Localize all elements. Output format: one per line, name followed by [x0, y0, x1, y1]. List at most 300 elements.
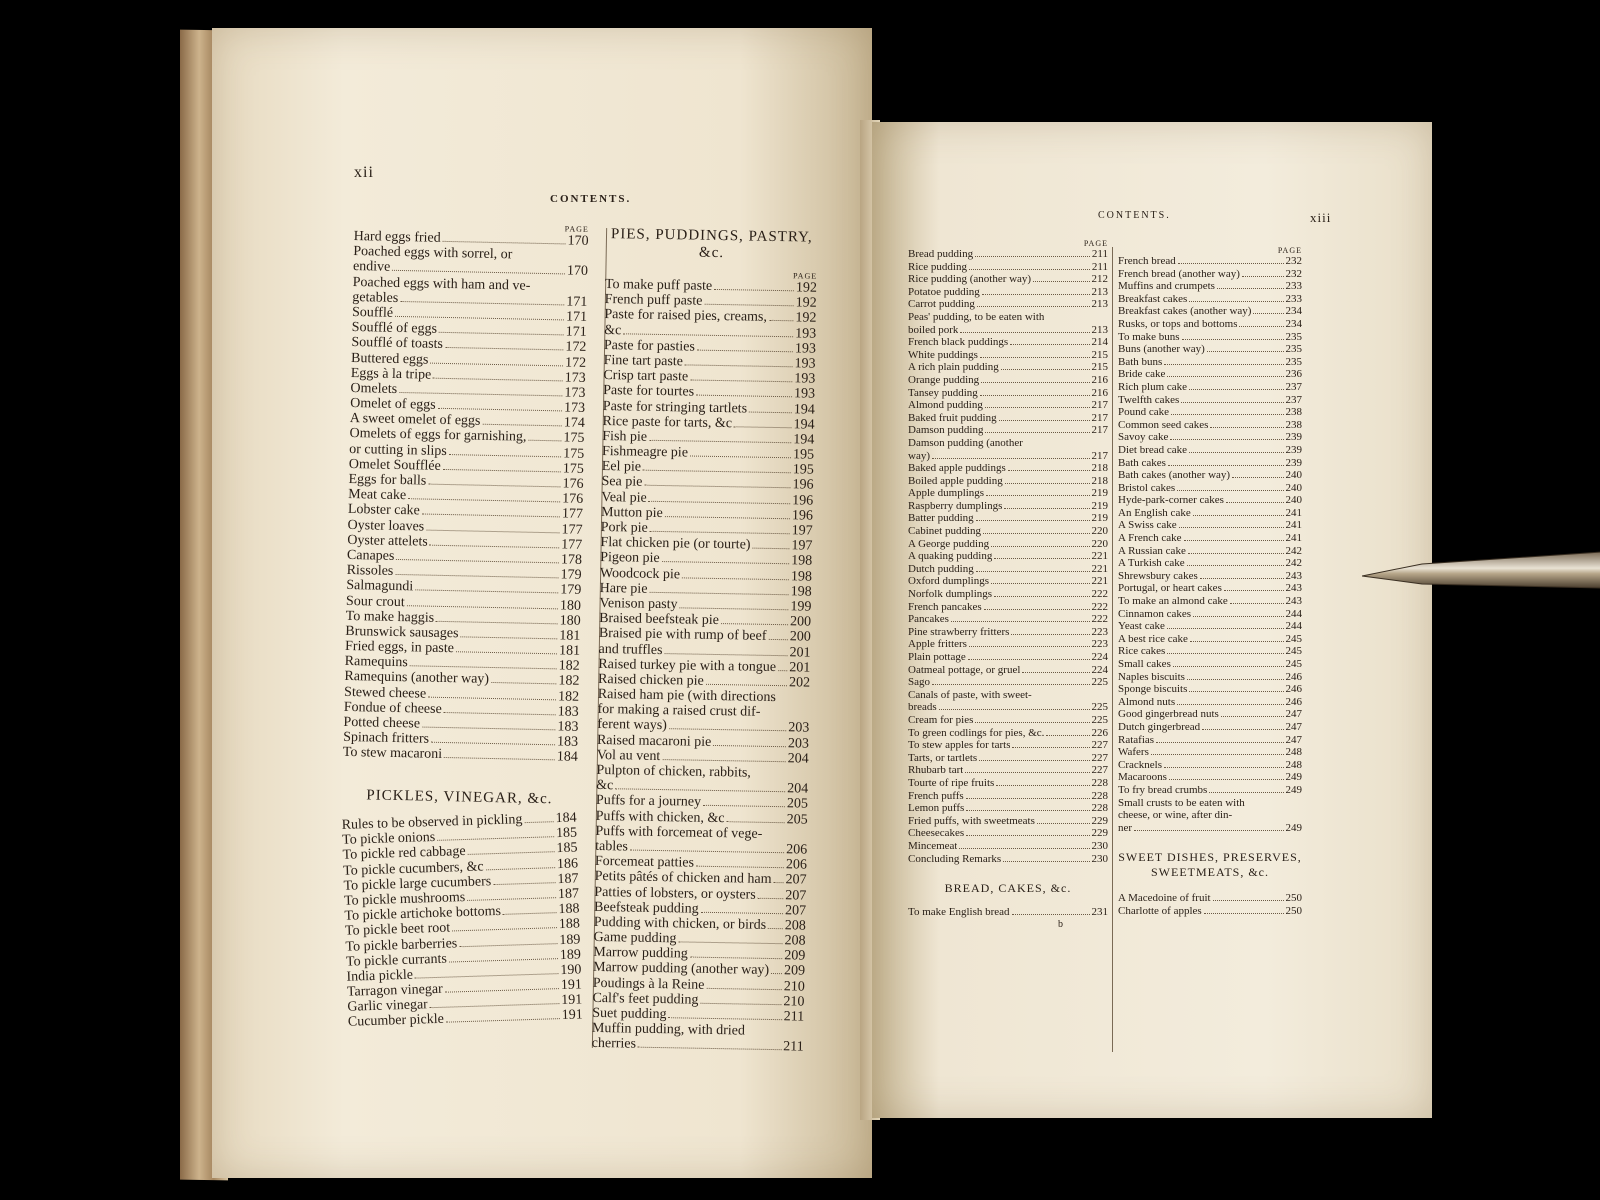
entry-page-number: 207: [784, 902, 807, 919]
dot-leader: [965, 772, 1089, 773]
dot-leader: [1224, 590, 1284, 591]
entry-page-number: 175: [563, 430, 585, 447]
dot-leader: [996, 785, 1089, 786]
entry-page-number: 180: [559, 613, 581, 629]
entry-page-number: 191: [560, 977, 583, 993]
entry-title: To make buns: [1118, 330, 1180, 343]
entry-title: Carrot pudding: [908, 298, 975, 311]
contents-entry: [1118, 394, 1302, 407]
entry-title: Cucumber pickle: [347, 1011, 445, 1030]
dot-leader: [1170, 439, 1283, 440]
dot-leader: [966, 798, 1090, 799]
entry-page-number: 181: [558, 643, 581, 659]
entry-title: Raised macaroni pie: [596, 732, 712, 750]
entry-page-number: 239: [1285, 431, 1302, 444]
entry-title: Breakfast cakes: [1118, 292, 1188, 305]
contents-entry: [908, 538, 1108, 551]
entry-title: Muffin pudding, with dried: [591, 1021, 746, 1039]
entry-page-number: 215: [1091, 361, 1108, 374]
entry-title: Beefsteak pudding: [593, 899, 699, 917]
dot-leader: [426, 529, 559, 533]
dot-leader: [696, 395, 792, 398]
contents-entry: [1118, 255, 1302, 268]
contents-entry: [908, 286, 1108, 299]
entry-title: Breakfast cakes (another way): [1118, 305, 1252, 318]
entry-title: Rules to be observed in pickling: [341, 811, 523, 833]
contents-entry: [1118, 809, 1302, 822]
entry-page-number: 171: [566, 294, 588, 310]
dot-leader: [1239, 326, 1283, 327]
dot-leader: [981, 382, 1089, 383]
dot-leader: [966, 835, 1089, 836]
contents-entry: [908, 613, 1108, 626]
dot-leader: [769, 320, 794, 321]
entry-page-number: 250: [1285, 904, 1302, 917]
contents-entry: [1118, 892, 1302, 905]
entry-title: Ramequins (another way): [344, 669, 490, 688]
contents-entry: [1118, 608, 1302, 621]
dot-leader: [1189, 301, 1283, 302]
entry-title: To pickle large cucumbers: [343, 873, 492, 894]
dot-leader: [1171, 414, 1283, 415]
entry-page-number: 178: [560, 552, 583, 568]
entry-title: Poudings à la Reine: [592, 975, 705, 993]
entry-page-number: 246: [1285, 670, 1302, 683]
entry-title: Buns (another way): [1118, 343, 1205, 356]
entry-page-number: 212: [1091, 273, 1108, 286]
entry-page-number: 233: [1285, 292, 1302, 305]
entry-page-number: 179: [560, 582, 582, 599]
page-column-header: PAGE: [564, 224, 589, 234]
entry-title: Sago: [908, 676, 930, 689]
entry-page-number: 222: [1091, 588, 1108, 601]
entry-title: Paste for pasties: [603, 337, 696, 355]
section-heading-pies: PIES, PUDDINGS, PASTRY, &c.: [610, 226, 813, 262]
entry-page-number: 180: [559, 597, 582, 614]
entry-page-number: 246: [1285, 683, 1302, 696]
entry-title: Marrow pudding (another way): [592, 960, 770, 979]
entry-title: To pickle onions: [341, 829, 436, 848]
entry-title: Raspberry dumplings: [908, 499, 1003, 512]
entry-page-number: 193: [794, 356, 816, 372]
dot-leader: [649, 500, 791, 503]
contents-entry: [1118, 494, 1302, 507]
contents-entry: [1118, 721, 1302, 734]
entry-page-number: 205: [786, 796, 809, 812]
entry-page-number: 234: [1285, 305, 1302, 318]
contents-entry: [1118, 482, 1302, 495]
contents-entry: [1118, 746, 1302, 759]
dot-leader: [726, 821, 784, 823]
dot-leader: [1005, 483, 1090, 484]
entry-title: Vol au vent: [596, 747, 661, 764]
contents-entry: [1118, 368, 1302, 381]
entry-title: Pudding with chicken, or birds: [593, 914, 767, 933]
contents-entry: [1118, 431, 1302, 444]
entry-title: Baked apple puddings: [908, 462, 1006, 475]
entry-page-number: 193: [793, 386, 816, 402]
contents-entry: [908, 261, 1108, 274]
entry-title: Fried eggs, in paste: [344, 638, 455, 657]
entry-page-number: 228: [1091, 776, 1108, 789]
entry-page-number: 243: [1285, 569, 1302, 582]
entry-title: Salmagundi: [346, 578, 414, 595]
entry-page-number: 200: [789, 614, 812, 630]
entry-page-number: 248: [1285, 746, 1302, 759]
dot-leader: [644, 485, 790, 489]
entry-title: Soufflé of toasts: [351, 335, 444, 353]
contents-entry: [1118, 545, 1302, 558]
dot-leader: [392, 270, 565, 275]
contents-entry: [908, 248, 1108, 261]
entry-title: Rice paste for tarts, &c: [602, 413, 733, 431]
dot-leader: [669, 729, 786, 732]
entry-title: Portugal, or heart cakes: [1118, 582, 1222, 595]
entry-page-number: 208: [784, 918, 806, 934]
dot-leader: [456, 651, 557, 654]
dot-leader: [449, 957, 558, 961]
entry-title: Cream for pies: [908, 713, 974, 726]
entry-page-number: 227: [1091, 739, 1108, 752]
entry-page-number: 224: [1091, 663, 1108, 676]
contents-entry: [1118, 696, 1302, 709]
dot-leader: [697, 349, 793, 352]
dot-leader: [422, 514, 560, 518]
entry-title: Rissoles: [346, 563, 394, 580]
dot-leader: [1187, 565, 1284, 566]
entry-title: Bath cakes: [1118, 456, 1166, 469]
entry-title: Puffs with forcemeat of vege-: [595, 823, 763, 842]
dot-leader: [1177, 490, 1283, 491]
entry-title: French bread (another way): [1118, 267, 1240, 280]
entry-title: ner: [1118, 821, 1133, 834]
entry-title: Apple fritters: [908, 638, 967, 651]
entry-page-number: 216: [1091, 373, 1108, 386]
entry-title: A rich plain pudding: [908, 361, 999, 374]
dot-leader: [407, 605, 558, 609]
entry-title: To stew macaroni: [342, 745, 443, 763]
dot-leader: [1004, 508, 1089, 509]
entry-title: Baked fruit pudding: [908, 411, 997, 424]
entry-title: Woodcock pie: [599, 565, 681, 582]
entry-page-number: 186: [556, 855, 579, 872]
dot-leader: [696, 866, 784, 869]
dot-leader: [975, 256, 1090, 257]
entry-page-number: 211: [1091, 260, 1108, 273]
entry-page-number: 196: [792, 492, 814, 509]
entry-title: To pickle cucumbers, &c: [342, 858, 484, 878]
dot-leader: [991, 583, 1090, 584]
entry-page-number: 184: [556, 749, 578, 766]
dot-leader: [994, 596, 1089, 597]
entry-page-number: 190: [560, 961, 582, 978]
entry-title: Eggs for balls: [348, 471, 427, 489]
dot-leader: [1200, 578, 1284, 579]
entry-title: Peas' pudding, to be eaten with: [908, 310, 1045, 323]
dot-leader: [662, 561, 789, 564]
dot-leader: [771, 973, 782, 974]
contents-entry: [908, 475, 1108, 488]
entry-title: Omelet Soufflée: [348, 456, 441, 474]
dot-leader: [1173, 666, 1284, 667]
entry-title: A Swiss cake: [1118, 519, 1177, 532]
dot-leader: [680, 607, 789, 610]
dot-leader: [1022, 672, 1089, 673]
entry-title: Braised beefsteak pie: [599, 611, 719, 629]
contents-entry: [908, 588, 1108, 601]
entry-title: To pickle artichoke bottoms: [344, 903, 502, 924]
entry-page-number: 217: [1091, 411, 1108, 424]
entry-page-number: 191: [561, 992, 583, 1008]
entry-title: breads: [908, 701, 937, 714]
entry-page-number: 183: [557, 704, 579, 720]
contents-entry: [908, 714, 1108, 727]
contents-entry: [1118, 658, 1302, 671]
entry-page-number: 222: [1091, 613, 1108, 626]
entry-page-number: 222: [1091, 600, 1108, 613]
entry-page-number: 193: [794, 341, 817, 357]
entry-page-number: 221: [1091, 562, 1108, 575]
entry-page-number: 181: [559, 628, 581, 644]
entry-title: Pulpton of chicken, rabbits,: [596, 762, 751, 781]
dot-leader: [399, 392, 562, 396]
entry-page-number: 221: [1091, 550, 1108, 563]
dot-leader: [969, 646, 1090, 647]
dot-leader: [650, 531, 790, 534]
entry-title: A French cake: [1118, 532, 1182, 545]
contents-entry: [1118, 570, 1302, 583]
entry-page-number: 247: [1285, 708, 1302, 721]
entry-page-number: 223: [1091, 625, 1108, 638]
entry-page-number: 215: [1091, 348, 1108, 361]
contents-entry: [1118, 318, 1302, 331]
dot-leader: [433, 377, 563, 381]
dot-leader: [976, 571, 1090, 572]
entry-title: Paste for stringing tartlets: [602, 398, 748, 416]
entry-page-number: 171: [565, 309, 588, 325]
entry-title: Garlic vinegar: [347, 997, 429, 1015]
dot-leader: [415, 590, 558, 594]
entry-page-number: 175: [562, 446, 585, 462]
dot-leader: [623, 333, 793, 337]
entry-page-number: 211: [1091, 248, 1108, 260]
entry-title: &c: [596, 778, 614, 794]
dot-leader: [1182, 339, 1284, 340]
entry-title: Spinach fritters: [343, 730, 430, 747]
entry-title: Pigeon pie: [600, 550, 660, 567]
dot-leader: [1193, 616, 1283, 617]
entry-page-number: 243: [1285, 595, 1302, 608]
entry-title: Fried puffs, with sweetmeats: [908, 814, 1035, 827]
entry-title: Mincemeat: [908, 839, 958, 852]
entry-page-number: 195: [792, 462, 814, 478]
contents-entry: [1118, 356, 1302, 369]
dot-leader: [1210, 427, 1283, 428]
page-number: xii: [354, 164, 374, 181]
contents-entry: [1118, 507, 1302, 520]
entry-title: Puffs for a journey: [595, 793, 702, 811]
entry-page-number: 230: [1091, 839, 1108, 852]
entry-page-number: 182: [557, 689, 580, 705]
contents-entry: [1118, 905, 1302, 918]
entry-page-number: 238: [1285, 406, 1302, 419]
entry-title: Pancakes: [908, 613, 949, 626]
dot-leader: [1189, 452, 1283, 453]
dot-leader: [408, 498, 560, 502]
contents-entry: [1118, 293, 1302, 306]
contents-entry: [908, 575, 1108, 588]
entry-page-number: 237: [1285, 393, 1302, 406]
dot-leader: [467, 897, 556, 901]
entry-title: Fish pie: [602, 428, 648, 445]
entry-title: A best rice cake: [1118, 632, 1188, 645]
dot-leader: [396, 559, 559, 563]
entry-page-number: 177: [561, 521, 583, 538]
contents-entry: [1118, 457, 1302, 470]
entry-page-number: 177: [561, 537, 583, 553]
entry-page-number: 198: [790, 568, 813, 585]
entry-page-number: 233: [1285, 280, 1302, 293]
contents-entry: [908, 387, 1108, 400]
left-page: [212, 28, 872, 1178]
entry-title: Paste for raised pies, creams,: [604, 307, 768, 326]
contents-entry: [908, 424, 1108, 437]
contents-entry: [908, 437, 1108, 450]
contents-entry: [1118, 582, 1302, 595]
dot-leader: [980, 395, 1090, 396]
entry-page-number: 249: [1285, 783, 1302, 796]
dot-leader: [1037, 823, 1090, 824]
entry-title: endive: [352, 259, 391, 276]
contents-entry: [908, 324, 1108, 337]
contents-entry: [908, 563, 1108, 576]
entry-title: Twelfth cakes: [1118, 393, 1180, 406]
entry-title: Poached eggs with sorrel, or: [353, 244, 513, 263]
dot-leader: [638, 1047, 781, 1050]
entry-page-number: 196: [791, 508, 814, 524]
entry-page-number: 241: [1285, 506, 1302, 519]
entry-title: Damson pudding (another: [908, 436, 1023, 449]
dot-leader: [983, 533, 1089, 534]
entry-title: An English cake: [1118, 506, 1191, 519]
dot-leader: [982, 294, 1090, 295]
entry-page-number: 191: [561, 1007, 584, 1024]
entry-title: tables: [595, 838, 628, 855]
entry-title: Naples biscuits: [1118, 670, 1185, 683]
entry-page-number: 249: [1285, 771, 1302, 784]
entry-page-number: 207: [785, 887, 807, 904]
contents-entry: [1118, 280, 1302, 293]
contents-entry: [908, 349, 1108, 362]
entry-title: Potted cheese: [343, 714, 421, 732]
dot-leader: [703, 805, 785, 807]
contents-entry: [908, 525, 1108, 538]
dot-leader: [1156, 742, 1283, 743]
entry-page-number: 204: [787, 751, 809, 767]
entry-page-number: 210: [783, 994, 805, 1010]
dot-leader: [1011, 634, 1089, 635]
contents-entry: [908, 664, 1108, 677]
contents-entry: [1118, 797, 1302, 810]
contents-entry: [908, 500, 1108, 513]
entry-title: Shrewsbury cakes: [1118, 569, 1198, 582]
contents-entry: [908, 764, 1108, 777]
contents-entry: [1118, 444, 1302, 457]
dot-leader: [966, 810, 1089, 811]
dot-leader: [704, 304, 793, 307]
entry-page-number: 217: [1091, 399, 1108, 412]
entry-title: Raised ham pie (with directions: [597, 686, 777, 706]
entry-title: Lobster cake: [347, 502, 420, 519]
dot-leader: [980, 357, 1090, 358]
entry-page-number: 240: [1285, 481, 1302, 494]
dot-leader: [690, 380, 792, 383]
dot-leader: [773, 882, 783, 883]
dot-leader: [664, 653, 787, 656]
entry-title: A Russian cake: [1118, 544, 1186, 557]
contents-entry: [908, 462, 1108, 475]
dot-leader: [1242, 276, 1284, 277]
dot-leader: [428, 696, 556, 700]
entry-title: Cinnamon cakes: [1118, 607, 1192, 620]
entry-page-number: 217: [1091, 449, 1108, 462]
entry-page-number: 211: [783, 1009, 805, 1025]
contents-entry: [908, 827, 1108, 840]
dot-leader: [1189, 389, 1283, 390]
entry-page-number: 187: [557, 885, 580, 902]
entry-title: French bread: [1118, 255, 1176, 267]
entry-title: Soufflé of eggs: [351, 320, 438, 337]
entry-page-number: 198: [790, 584, 812, 600]
entry-page-number: 189: [559, 931, 581, 948]
dot-leader: [701, 911, 783, 913]
entry-title: Macaroons: [1118, 771, 1167, 784]
entry-page-number: 201: [789, 644, 811, 661]
entry-title: and truffles: [598, 641, 663, 658]
entry-page-number: 228: [1091, 802, 1108, 815]
entry-title: Cabinet pudding: [908, 525, 982, 538]
entry-title: French pancakes: [908, 600, 982, 613]
entry-title: or cutting in slips: [349, 441, 447, 459]
entry-title: Savoy cake: [1118, 431, 1169, 444]
entry-title: Charlotte of apples: [1118, 904, 1202, 917]
contents-entry: [908, 840, 1108, 853]
entry-title: Tourte of ripe fruits: [908, 776, 995, 789]
contents-entry: [1118, 419, 1302, 432]
entry-page-number: 205: [786, 811, 808, 828]
contents-entry: [908, 638, 1108, 651]
entry-title: French puff paste: [604, 292, 703, 309]
entry-page-number: 185: [555, 825, 578, 841]
entry-title: Omelets: [350, 380, 398, 397]
dot-leader: [959, 848, 1089, 849]
contents-entry: [1118, 671, 1302, 684]
entry-page-number: 230: [1091, 852, 1108, 865]
entry-page-number: 172: [564, 354, 587, 371]
column-divider: [1112, 247, 1113, 1052]
contents-entry: [1118, 381, 1302, 394]
entry-page-number: 229: [1091, 827, 1108, 840]
entry-page-number: 218: [1091, 462, 1108, 475]
entry-title: Muffins and crumpets: [1118, 280, 1215, 293]
dot-leader: [1001, 369, 1090, 370]
dot-leader: [1046, 735, 1089, 736]
entry-title: Braised pie with rump of beef: [598, 626, 767, 645]
entry-title: A Macedoine of fruit: [1118, 892, 1211, 905]
dot-leader: [1151, 754, 1284, 755]
entry-page-number: 240: [1285, 469, 1302, 482]
entry-title: Ramequins: [344, 654, 408, 671]
